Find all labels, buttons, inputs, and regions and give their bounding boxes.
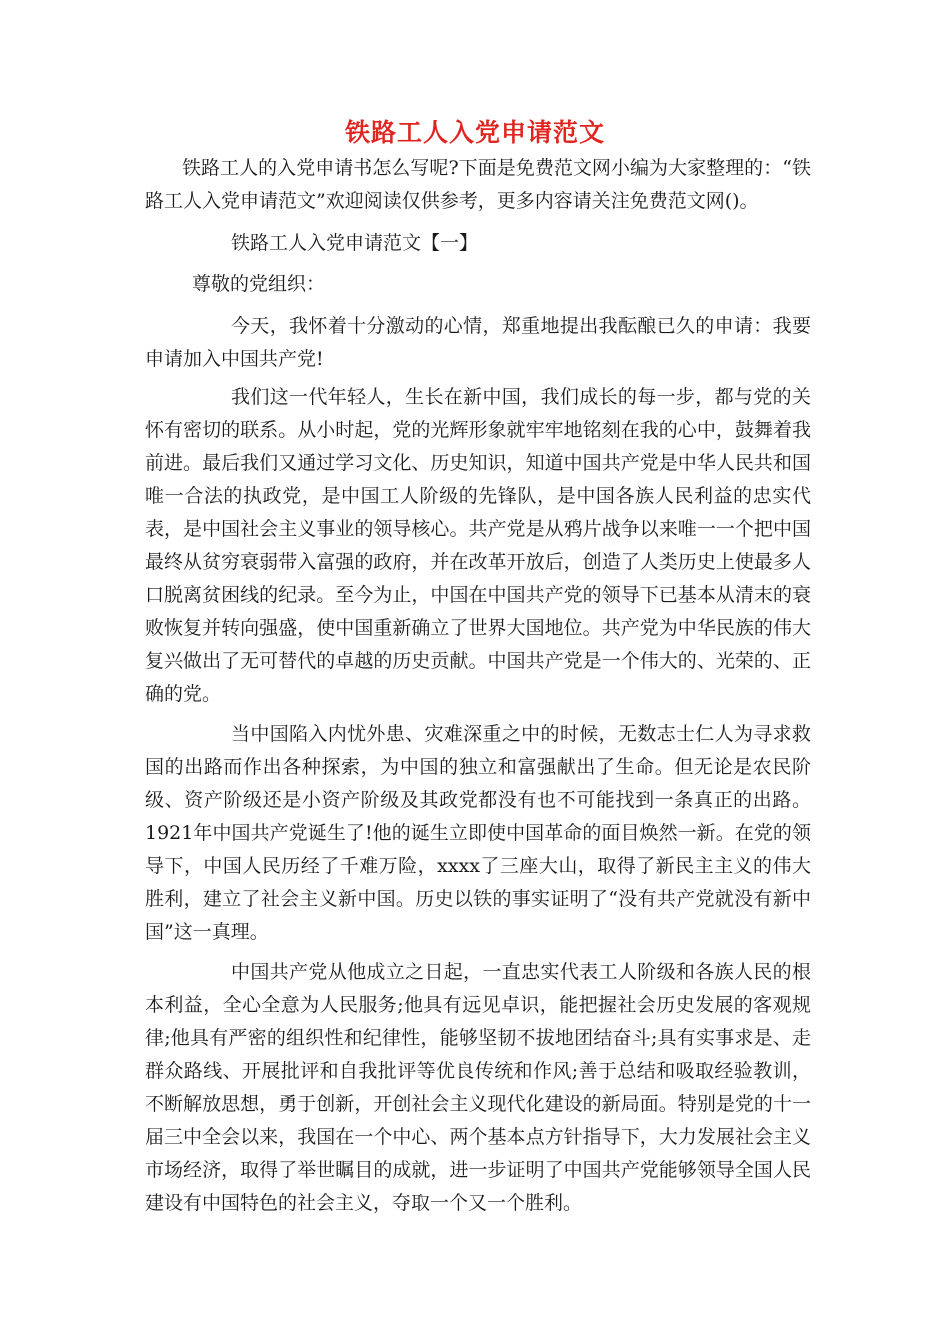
document-title: 铁路工人入党申请范文 <box>344 118 605 147</box>
body-paragraph: 我们这一代年轻人，生长在新中国，我们成长的每一步，都与党的关怀有密切的联系。从小时起，党的光辉形象就牢牢地铭刻在我的心中，鼓舞着我前进。最后我们又通过学习文化、历史知识，知道中国共产党是中华人民共和国唯一合法的执政党，是中国工人阶级的先锋队，是中国各族人民利益的忠实代表，是中国社会主义事业的领导核心。共产党是从鸦片战争以来唯一一个把中国最终从贫穷衰弱带入富强的政府，并在改革开放后，创造了人类历史上使最多人口脱离贫困线的纪录。至今为止，中国在中国共产党的领导下已基本从清末的衰败恢复并转向强盛，使中国重新确立了世界大国地位。共产党为中华民族的伟大复兴做出了无可替代的卓越的历史贡献。中国共产党是一个伟大的、光荣的、正确的党。 <box>145 386 811 705</box>
intro-paragraph: 铁路工人的入党申请书怎么写呢?下面是免费范文网小编为大家整理的：“铁路工人入党申请范文”欢迎阅读仅供参考，更多内容请关注免费范文网()。 <box>145 157 811 212</box>
body-paragraph: 中国共产党从他成立之日起，一直忠实代表工人阶级和各族人民的根本利益，全心全意为人民服务;他具有远见卓识，能把握社会历史发展的客观规律;他具有严密的组织性和纪律性，能够坚韧不拔地团结奋斗;具有实事求是、走群众路线、开展批评和自我批评等优良传统和作风;善于总结和吸取经验教训，不断解放思想，勇于创新，开创社会主义现代化建设的新局面。特别是党的十一届三中全会以来，我国在一个中心、两个基本点方针指导下，大力发展社会主义市场经济，取得了举世瞩目的成就，进一步证明了中国共产党能够领导全国人民建设有中国特色的社会主义，夺取一个又一个胜利。 <box>145 961 811 1214</box>
salutation: 尊敬的党组织： <box>192 273 326 295</box>
body-paragraph: 当中国陷入内忧外患、灾难深重之中的时候，无数志士仁人为寻求救国的出路而作出各种探索，为中国的独立和富强献出了生命。但无论是农民阶级、资产阶级还是小资产阶级及其政党都没有也不可能找到一条真正的出路。1921年中国共产党诞生了!他的诞生立即使中国革命的面目焕然一新。在党的领导下，中国人民历经了千难万险，xxxx了三座大山，取得了新民主主义的伟大胜利，建立了社会主义新中国。历史以铁的事实证明了“没有共产党就没有新中国”这一真理。 <box>145 723 811 943</box>
section-heading: 铁路工人入党申请范文【一】 <box>231 232 479 254</box>
body-paragraph: 今天，我怀着十分激动的心情，郑重地提出我酝酿已久的申请：我要申请加入中国共产党! <box>145 315 811 370</box>
